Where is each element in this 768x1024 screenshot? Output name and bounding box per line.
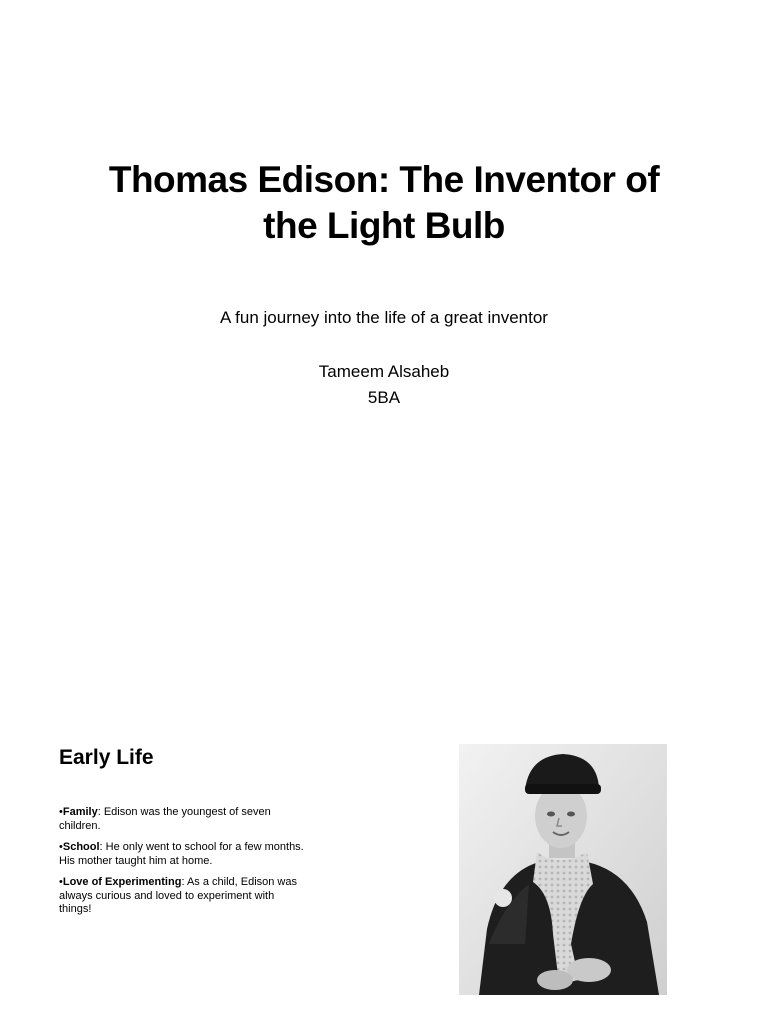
- fact-term: Family: [62, 806, 98, 818]
- bullet: •: [59, 841, 63, 853]
- fact-text: : Edison was the youngest of seven children.: [59, 806, 271, 832]
- author-class: 5BA: [367, 388, 401, 407]
- section-heading: Early Life: [59, 746, 154, 769]
- author-block: [84, 359, 684, 411]
- portrait-illustration: [459, 744, 667, 995]
- facts-list: [59, 806, 304, 925]
- fact-text: : As a child, Edison was always curious and loved to experiment with things!: [59, 876, 297, 915]
- fact-text: : He only went to school for a few months. His mother taught him at home.: [59, 841, 304, 867]
- bullet: •: [59, 806, 63, 818]
- fact-term: Love of Experimenting: [62, 876, 182, 888]
- list-item: [59, 806, 304, 833]
- author-name: Tameem Alsaheb: [318, 362, 450, 381]
- early-life-slide: [0, 700, 768, 1024]
- list-item: [59, 841, 304, 868]
- bullet: •: [59, 876, 63, 888]
- slide-subtitle: A fun journey into the life of a great inventor: [220, 308, 548, 327]
- portrait-photo: [459, 744, 667, 995]
- fact-term: School: [62, 841, 100, 853]
- slide-title: Thomas Edison: The Inventor of the Light Bulb: [108, 159, 660, 246]
- list-item: [59, 876, 304, 917]
